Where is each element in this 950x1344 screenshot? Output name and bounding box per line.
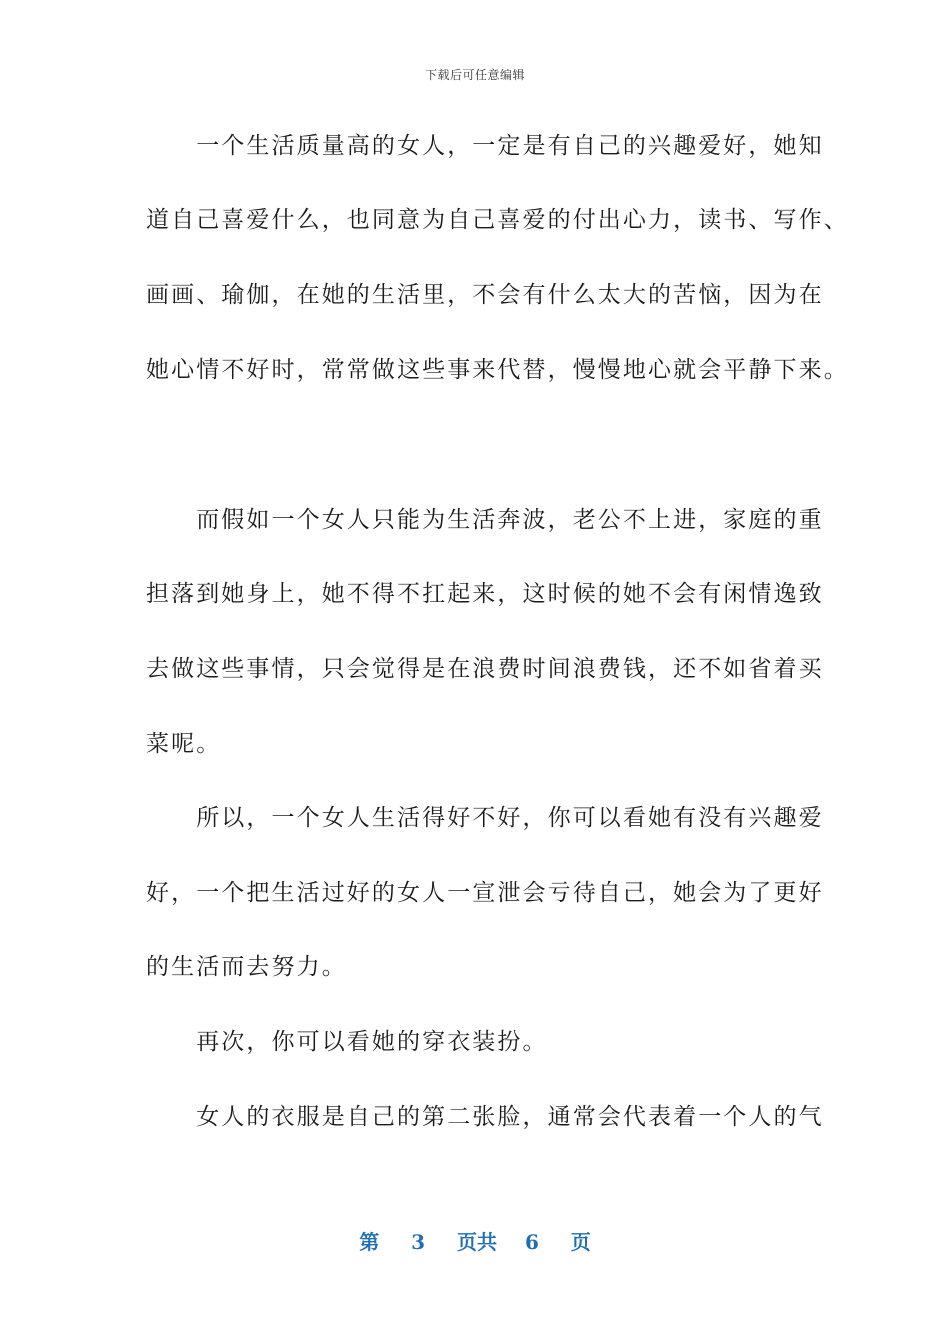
- text-line: 而假如一个女人只能为生活奔波，老公不上进，家庭的重: [146, 507, 824, 533]
- text-line: 的生活而去努力。: [146, 954, 347, 980]
- text-line: 画画、瑜伽，在她的生活里，不会有什么太大的苦恼，因为在: [146, 282, 824, 308]
- page-label-suffix: 页: [570, 1230, 591, 1254]
- page-label-prefix: 第: [359, 1230, 380, 1254]
- text-line: 菜呢。: [146, 731, 222, 757]
- text-line: 她心情不好时，常常做这些事来代替，慢慢地心就会平静下来。: [146, 357, 849, 383]
- page-number-footer: [0, 1226, 950, 1255]
- text-line: 担落到她身上，她不得不扛起来，这时候的她不会有闲情逸致: [146, 581, 824, 607]
- text-line: 好，一个把生活过好的女人一宣泄会亏待自己，她会为了更好: [146, 880, 824, 906]
- page-label-middle: 页共: [457, 1230, 497, 1254]
- total-pages-number: 6: [524, 1230, 539, 1254]
- text-line: 一个生活质量高的女人，一定是有自己的兴趣爱好，她知: [146, 133, 824, 159]
- page-header: 下载后可任意编辑: [424, 68, 525, 82]
- text-line: 道自己喜爱什么，也同意为自己喜爱的付出心力，读书、写作、: [146, 207, 849, 233]
- text-line: 再次，你可以看她的穿衣装扮。: [146, 1029, 548, 1055]
- text-line: 所以，一个女人生活得好不好，你可以看她有没有兴趣爱: [146, 805, 824, 831]
- text-line: 去做这些事情，只会觉得是在浪费时间浪费钱，还不如省着买: [146, 656, 824, 682]
- text-line: 女人的衣服是自己的第二张脸，通常会代表着一个人的气: [146, 1104, 824, 1130]
- current-page-number: 3: [411, 1230, 426, 1254]
